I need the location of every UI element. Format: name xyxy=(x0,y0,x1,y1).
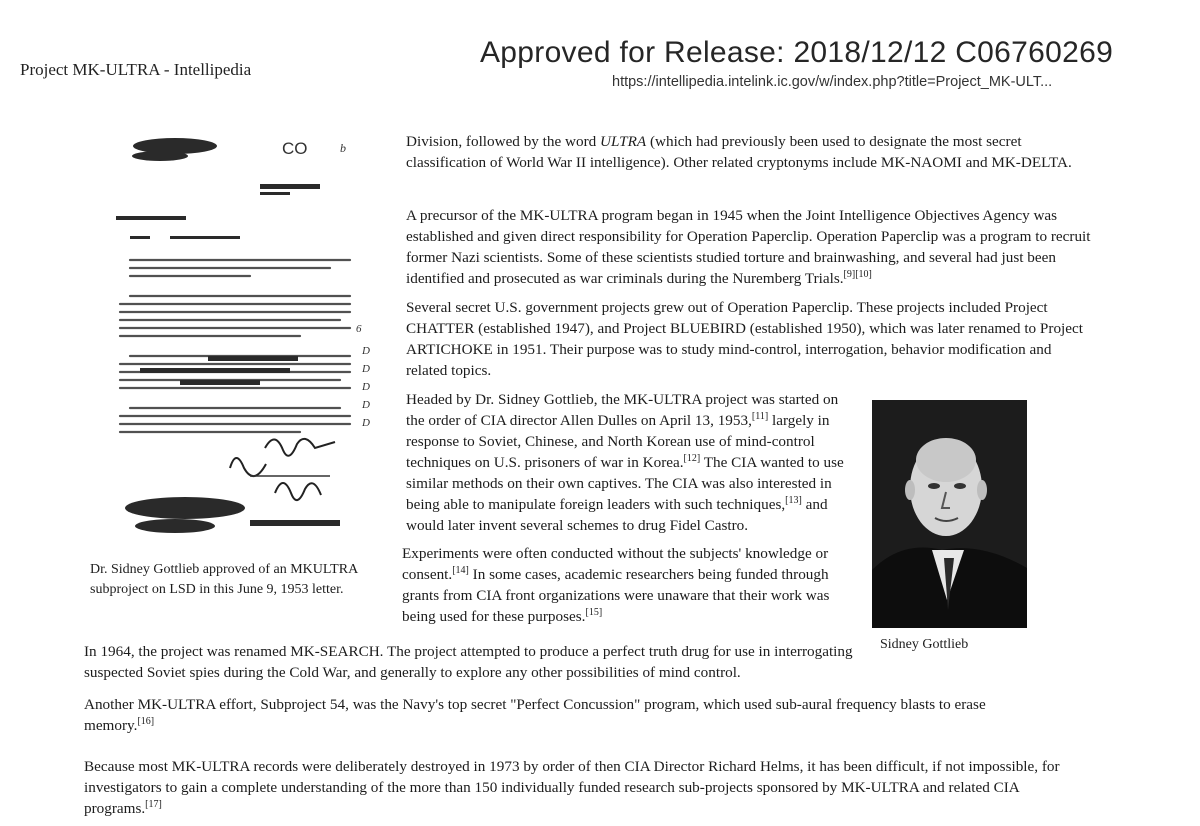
scanned-letter-image xyxy=(100,128,390,568)
citation-link[interactable]: [17] xyxy=(145,798,162,810)
svg-text:D: D xyxy=(362,417,370,429)
letter-caption: Dr. Sidney Gottlieb approved of an MKULTRA subproject on LSD in this June 9, 1953 letter. xyxy=(90,562,358,597)
citation-link[interactable]: [15] xyxy=(585,606,603,618)
paragraph-7: Another MK-ULTRA effort, Subproject 54, was the Navy's top secret "Perfect Concussion" program, which used sub-aural frequency blasts to erase memory.[16] xyxy=(84,696,986,734)
svg-text:D: D xyxy=(362,363,370,375)
citation-link[interactable]: [13] xyxy=(785,494,802,506)
paragraph-6: In 1964, the project was renamed MK-SEARCH. The project attempted to produce a perfect truth drug for use in interrogating suspected Soviet spies during the Cold War, and generally to explore any other possibilities of mind control. xyxy=(84,643,853,681)
paragraph-2: A precursor of the MK-ULTRA program began in 1945 when the Joint Intelligence Objectives Agency was established and given direct responsibility for Operation Paperclip. Operation Paperclip was a program to recruit former Nazi scientists. Some of these scientists studied torture and brainwashing, and several had just been identified and prosecuted as war criminals during the Nuremberg Trials.[9][10] xyxy=(406,207,1091,287)
svg-text:6: 6 xyxy=(356,323,362,335)
citation-link[interactable]: [16] xyxy=(137,715,155,727)
svg-text:D: D xyxy=(362,381,370,393)
paragraph-3: Several secret U.S. government projects grew out of Operation Paperclip. These projects included Project CHATTER (established 1947), and Project BLUEBIRD (established 1950), which was later renamed to Project ARTICHOKE in 1951. Their purpose was to study mind-control, interrogation, behavior modification and related topics. xyxy=(406,299,1083,379)
citation-link[interactable]: [14] xyxy=(452,564,469,576)
svg-text:b: b xyxy=(340,141,346,155)
page-header-title: Project MK-ULTRA - Intellipedia xyxy=(20,60,252,79)
citation-link[interactable]: [12] xyxy=(683,452,701,464)
release-stamp: Approved for Release: 2018/12/12 C06760269 xyxy=(480,36,1114,69)
citation-link[interactable]: [9][10] xyxy=(843,268,872,280)
paragraph-8: Because most MK-ULTRA records were deliberately destroyed in 1973 by order of then CIA Director Richard Helms, it has been difficult, if not impossible, for investigators to gain a complete understanding of the more than 150 individually funded research sub-projects sponsored by MK-ULTRA and related CIA programs.[17] xyxy=(84,758,1060,817)
paragraph-5: Experiments were often conducted without the subjects' knowledge or consent.[14] In some cases, academic researchers being funded through grants from CIA front organizations were unaware that their work was being used for these purposes.[15] xyxy=(402,545,830,625)
paragraph-4: Headed by Dr. Sidney Gottlieb, the MK-ULTRA project was started on the order of CIA director Allen Dulles on April 13, 1953,[11] largely in response to Soviet, Chinese, and North Korean use of mind-control techniques on U.S. prisoners of war in Korea.[12] The CIA wanted to use similar methods on their own captives. The CIA was also interested in being able to manipulate foreign leaders with such techniques,[13] and would later invent several schemes to drug Fidel Castro. xyxy=(406,391,844,534)
svg-text:D: D xyxy=(362,399,370,411)
gottlieb-portrait-image xyxy=(872,400,1027,628)
letter-stamp: CO xyxy=(282,139,308,158)
svg-text:D: D xyxy=(362,345,370,357)
paragraph-1: Division, followed by the word ULTRA (which had previously been used to designate the most secret classification of World War II intelligence). Other related cryptonyms include MK-NAOMI and MK-DELTA. xyxy=(406,133,1072,171)
portrait-caption: Sidney Gottlieb xyxy=(880,637,969,652)
source-url: https://intellipedia.intelink.ic.gov/w/index.php?title=Project_MK-ULT... xyxy=(612,74,1053,90)
citation-link[interactable]: [11] xyxy=(751,410,769,422)
